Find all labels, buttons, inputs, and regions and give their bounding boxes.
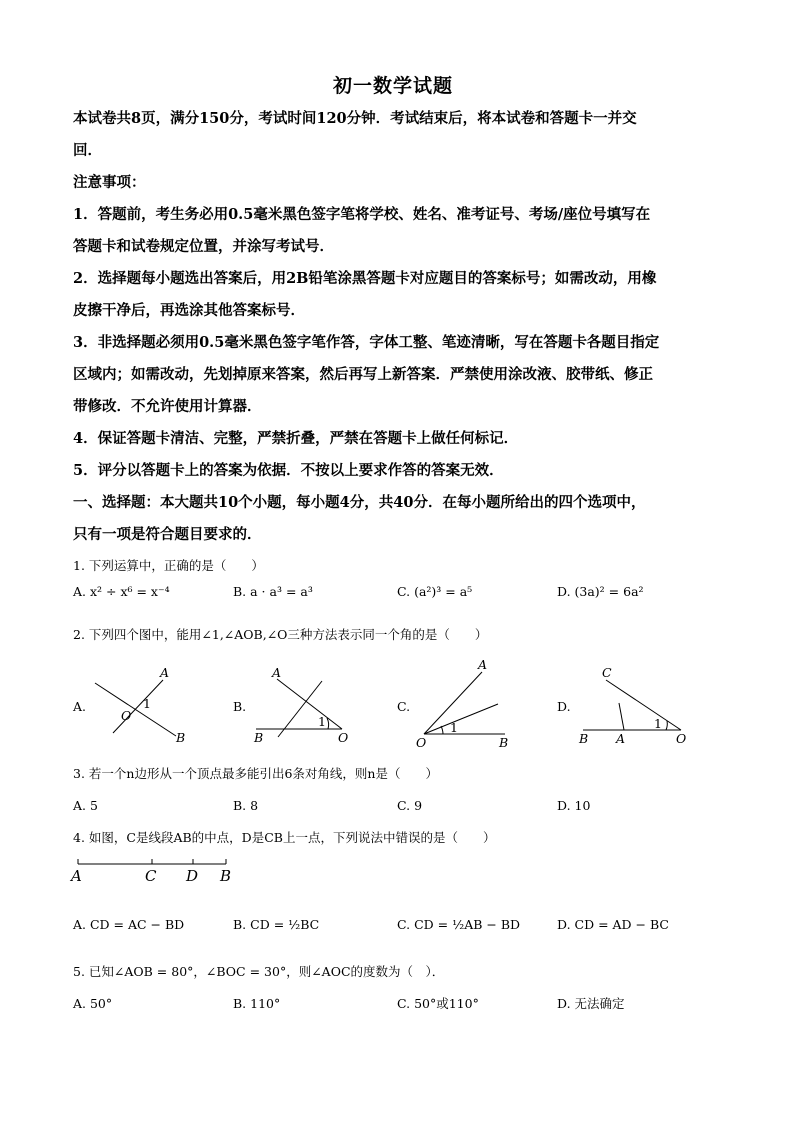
notes-heading: 注意事项： [73,174,146,191]
label-b: B [254,730,264,745]
q2-option-d-letter: D. [557,699,571,714]
q3-stem: 3. 若一个n边形从一个顶点最多能引出6条对角线，则n是（ ） [73,766,438,781]
q2-option-b-letter: B. [233,699,247,714]
q5-option-a: A. 50° [73,996,113,1011]
q1-option-c: C. (a²)³ = a⁵ [397,584,473,599]
label-b: B [579,731,589,746]
q4-option-d: D. CD = AD − BC [557,917,669,932]
intro-line-1: 本试卷共8页，满分150分，考试时间120分钟．考试结束后，将本试卷和答题卡一并交 [73,110,637,127]
q1-option-b: B. a · a³ = a³ [233,584,313,599]
label-a: A [71,867,82,885]
q2-stem: 2. 下列四个图中，能用∠1,∠AOB,∠O三种方法表示同一个角的是（ ） [73,627,488,642]
label-a: A [478,657,488,672]
note-line: 区域内；如需改动，先划掉原来答案，然后再写上新答案．严禁使用涂改液、胶带纸、修正 [73,366,653,383]
label-d: D [186,867,199,885]
note-line: 带修改．不允许使用计算器． [73,398,262,415]
label-o: O [338,730,349,745]
label-a: A [616,731,626,746]
label-1: 1 [654,716,662,731]
q2-option-a-letter: A. [73,699,87,714]
note-line: 5．评分以答题卡上的答案为依据．不按以上要求作答的答案无效． [73,462,504,479]
label-o: O [676,731,687,746]
note-line: 1．答题前，考生务必用0.5毫米黑色签字笔将学校、姓名、准考证号、考场/座位号填写在 [73,206,651,223]
label-c: C [145,867,157,885]
label-b: B [220,867,232,885]
label-c: C [602,665,612,680]
note-line: 4．保证答题卡清洁、完整，严禁折叠，严禁在答题卡上做任何标记． [73,430,519,447]
note-line: 2．选择题每小题选出答案后，用2B铅笔涂黑答题卡对应题目的答案标号；如需改动，用橡 [73,270,657,287]
q1-stem: 1. 下列运算中，正确的是（ ） [73,558,264,573]
label-o: O [416,735,427,750]
q3-option-d: D. 10 [557,798,591,813]
section-heading: 只有一项是符合题目要求的． [73,526,262,543]
q5-option-d: D. 无法确定 [557,996,625,1011]
q5-option-c: C. 50°或110° [397,996,479,1011]
q5-stem: 5. 已知∠AOB = 80°，∠BOC = 30°，则∠AOC的度数为（ ）． [73,964,445,979]
q4-stem: 4. 如图，C是线段AB的中点，D是CB上一点，下列说法中错误的是（ ） [73,830,496,845]
q4-option-c: C. CD = ½AB − BD [397,917,521,932]
section-heading: 一、选择题：本大题共10个小题，每小题4分，共40分．在每小题所给出的四个选项中， [73,494,646,511]
label-b: B [176,730,186,745]
note-line: 皮擦干净后，再选涂其他答案标号． [73,302,305,319]
intro-line-2: 回． [73,142,102,159]
q5-option-b: B. 110° [233,996,281,1011]
label-1: 1 [450,720,458,735]
q1-option-a: A. x² ÷ x⁶ = x⁻⁴ [73,584,170,599]
label-1: 1 [318,714,326,729]
q4-option-b: B. CD = ½BC [233,917,320,932]
note-line: 答题卡和试卷规定位置，并涂写考试号． [73,238,334,255]
q4-option-a: A. CD = AC − BD [73,917,185,932]
label-o: O [121,708,132,723]
q2-option-c-letter: C. [397,699,411,714]
q3-option-a: A. 5 [73,798,98,813]
label-1: 1 [143,696,151,711]
label-a: A [272,665,282,680]
note-line: 3．非选择题必须用0.5毫米黑色签字笔作答，字体工整、笔迹清晰，写在答题卡各题目指定 [73,334,660,351]
q1-option-d: D. (3a)² = 6a² [557,584,644,599]
label-a: A [160,665,170,680]
page-title: 初一数学试题 [333,75,454,97]
q3-option-c: C. 9 [397,798,423,813]
q3-option-b: B. 8 [233,798,259,813]
label-b: B [499,735,509,750]
